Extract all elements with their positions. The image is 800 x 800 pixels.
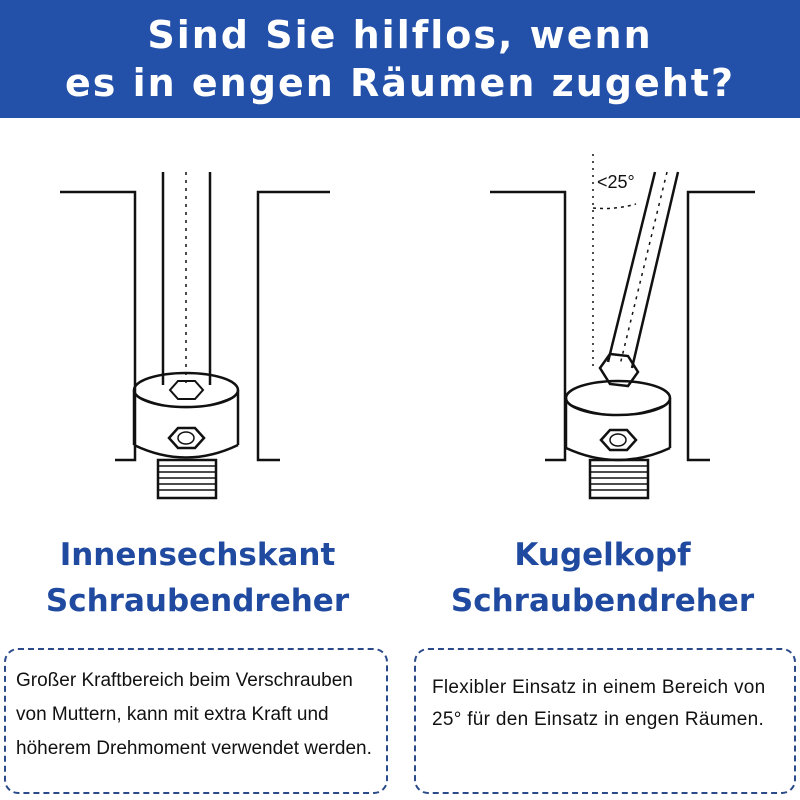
hex-key-title — [0, 532, 395, 624]
header-banner — [0, 0, 800, 118]
slot-wall-right — [688, 192, 755, 460]
angle-label: <25° — [597, 172, 635, 192]
hex-key-title-line-1: Innensechskant — [59, 537, 336, 573]
slot-wall-left — [490, 192, 565, 460]
ball-end-title-line-1: Kugelkopf — [514, 537, 691, 573]
ball-end-key-illustration — [460, 150, 780, 510]
ball-end-title — [405, 532, 800, 624]
slot-wall-right — [258, 192, 330, 460]
headline-line-1: Sind Sie hilflos, wenn — [147, 13, 653, 57]
hex-key-description: Großer Kraftbereich beim Verschrauben von Muttern, kann mit extra Kraft und höherem Drehmoment verwendet werden. — [4, 648, 388, 794]
ball-end-title-line-2: Schraubendreher — [450, 583, 755, 619]
headline-line-2: es in engen Räumen zugeht? — [64, 61, 736, 105]
hex-key-title-line-2: Schraubendreher — [45, 583, 350, 619]
slot-wall-left — [60, 192, 135, 460]
hex-key-illustration — [40, 150, 360, 510]
ball-end-description: Flexibler Einsatz in einem Bereich von 25° für den Einsatz in engen Räumen. — [414, 648, 796, 794]
